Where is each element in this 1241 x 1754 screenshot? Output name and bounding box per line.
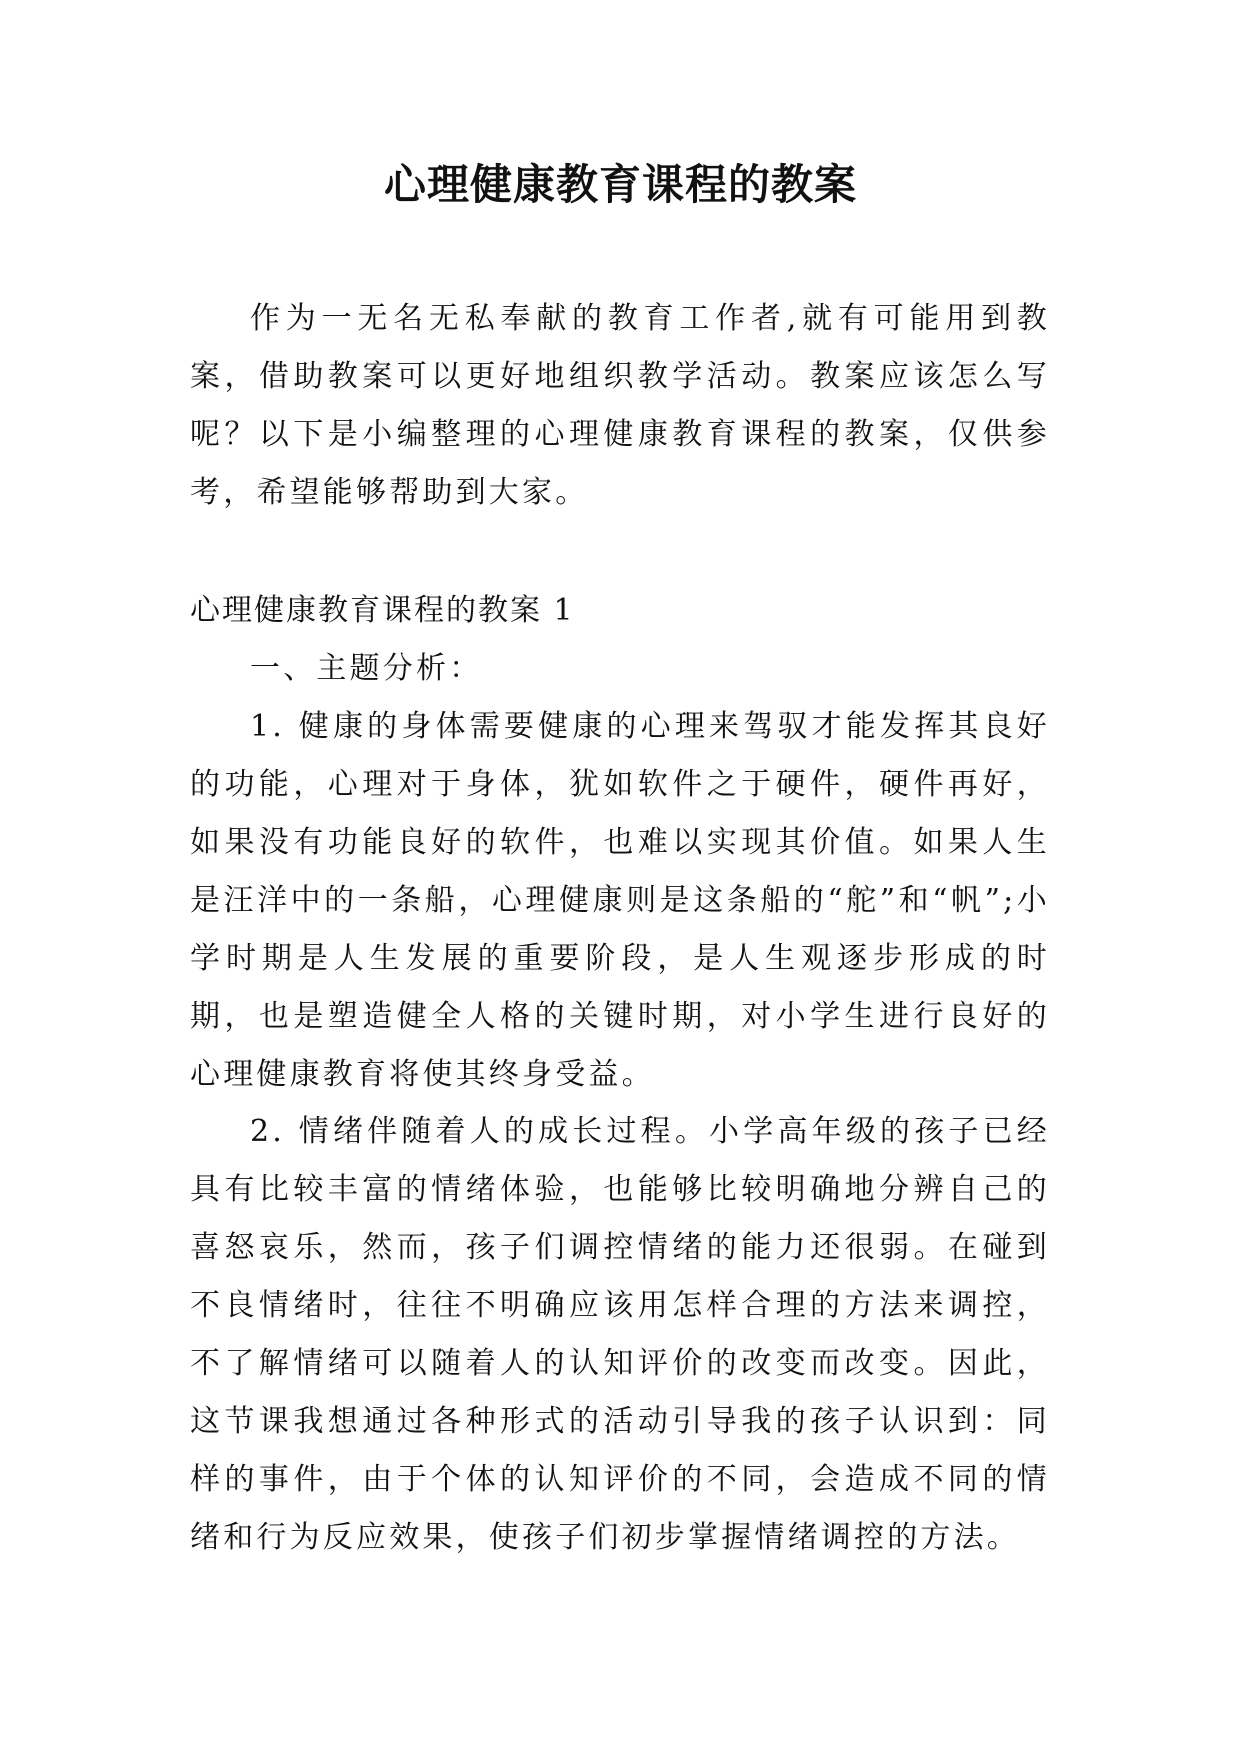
body-paragraph: 2. 情绪伴随着人的成长过程。小学高年级的孩子已经具有比较丰富的情绪体验，也能够比较明确地分辨自己的喜怒哀乐，然而，孩子们调控情绪的能力还很弱。在碰到不良情绪时，往往不明确应该用怎样合理的方法来调控，不了解情绪可以随着人的认知评价的改变而改变。因此，这节课我想通过各种形式的活动引导我的孩子认识到：同样的事件，由于个体的认知评价的不同，会造成不同的情绪和行为反应效果，使孩子们初步掌握情绪调控的方法。: [190, 1114, 1050, 1555]
section-heading: 心理健康教育课程的教案 1: [190, 593, 575, 628]
sub-heading: 一、主题分析：: [250, 651, 483, 686]
body-paragraph: 1. 健康的身体需要健康的心理来驾驭才能发挥其良好的功能，心理对于身体，犹如软件之于硬件，硬件再好，如果没有功能良好的软件，也难以实现其价值。如果人生是汪洋中的一条船，心理健康则是这条船的“舵”和“帆”;小学时期是人生发展的重要阶段，是人生观逐步形成的时期，也是塑造健全人格的关键时期，对小学生进行良好的心理健康教育将使其终身受益。: [190, 709, 1050, 1092]
document-title: 心理健康教育课程的教案: [383, 160, 857, 209]
intro-paragraph: 作为一无名无私奉献的教育工作者,就有可能用到教案，借助教案可以更好地组织教学活动。教案应该怎么写呢？以下是小编整理的心理健康教育课程的教案，仅供参考，希望能够帮助到大家。: [190, 301, 1050, 510]
